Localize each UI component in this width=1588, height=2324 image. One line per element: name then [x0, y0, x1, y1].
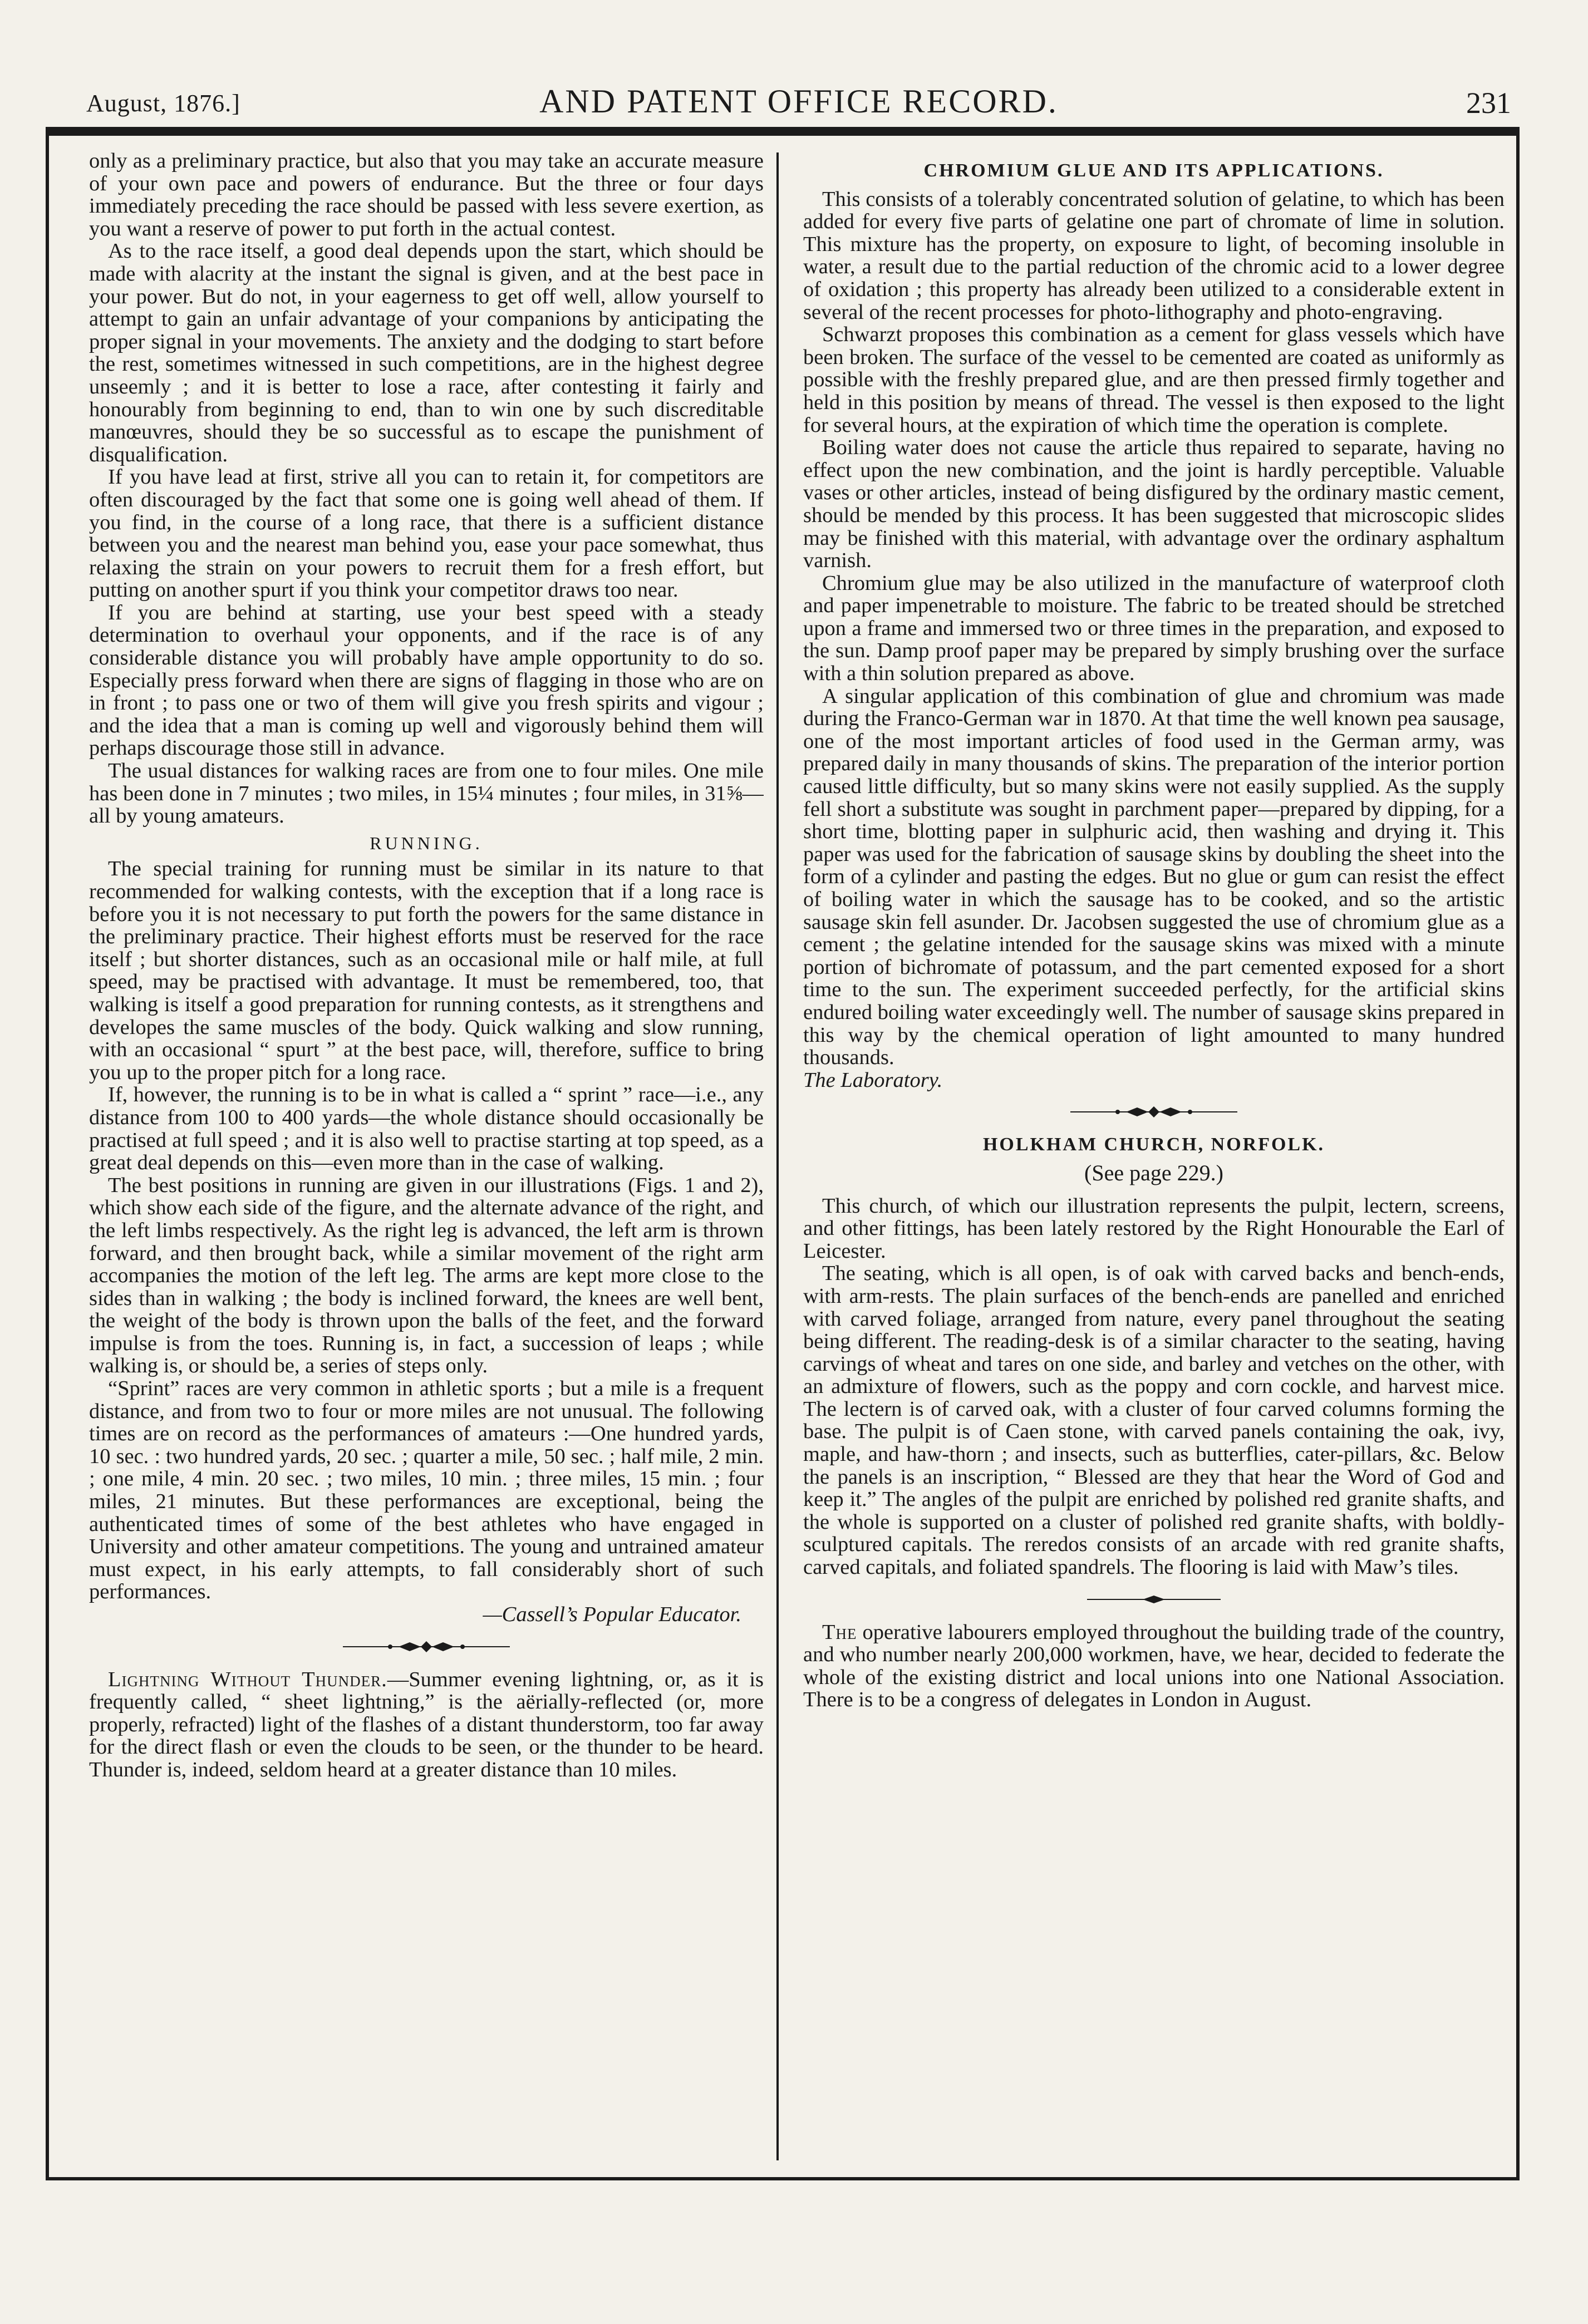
paragraph: If you are behind at starting, use your best speed with a steady determination to overhaul your opponents, and if the race is of any considerable distance you will probably have ample opportunity to do so. Especially press forward when there are signs of flagging in those who are on in front ; to pass one or two of them will give you fresh spirits and vigour ; and the idea that a man is coming up well and vigorously behind them will perhaps discourage those still in advance. — [89, 600, 764, 760]
page-header — [86, 78, 1511, 128]
paragraph: only as a preliminary practice, but also that you may take an accurate measure of your own pace and powers of endurance. But the three or four days immediately preceding the race should be passed with less severe exertion, as you want a reserve of power to put forth in the actual contest. — [89, 150, 764, 240]
labour-text: operative labourers employed throughout the building trade of the country, and who number nearly 200,000 workmen, have, we hear, decided to federate the whole of the existing district and local unions into one National Association. There is to be a congress of delegates in London in August. — [803, 1620, 1505, 1712]
source-credit: —Cassell’s Popular Educator. — [483, 1603, 741, 1626]
lightning-text: —Summer evening lightning, or, as it is frequently called, “ sheet lightning,” is the aërially-reflected (or, more properly, refracted) light of the flashes of a distant thunderstorm, too far away for the direct flash or even the clouds to be seen, or the thunder to be heard. Thunder is, indeed, seldom heard at a greater distance than 10 miles. — [89, 1667, 764, 1781]
paragraph: A singular application of this combination of glue and chromium was made during the Franco-German war in 1870. At that time the well known pea sausage, one of the most important articles of food used in the German army, was prepared daily in many thousands of skins. The preparation of the interior portion caused little difficulty, but so many skins were not easily supplied. As the supply fell short a substitute was sought in parchment paper—prepared by dipping, for a short time, blotting paper in sulphuric acid, then washing and drying it. This paper was used for the fabrication of sausage skins by doubling the sheet into the form of a cylinder and pasting the edges. But no glue or gum can resist the effect of boiling water in which the sausage has to be cooked, and so the artistic sausage skin fell asunder. Dr. Jacobsen suggested the use of chromium glue as a cement ; the gelatine intended for the sausage skins was mixed with a minute portion of bichromate of potassum, and the part cemented exposed for a short time to the sun. The experiment succeeded perfectly, for the artificial skins endured boiling water exceedingly well. The number of sausage skins prepared in this way by the chemical operation of light amounted to many hundred thousands. — [803, 684, 1505, 1070]
top-rule — [49, 130, 1516, 136]
paragraph: “Sprint” races are very common in athletic sports ; but a mile is a frequent distance, and from two to four or more miles are not unusual. The following times are on record as the performances of amateurs :—One hundred yards, 10 sec. : two hundred yards, 20 sec. ; quarter a mile, 50 sec. ; half mile, 2 min. ; one mile, 4 min. 20 sec. ; two miles, 10 min. ; three miles, 15 min. ; four miles, 21 minutes. But these performances are exceptional, being the authenticated times of some of the best athletes who have engaged in University and other amateur competitions. The young and untrained amateur must expect, in his early attempts, to fall considerably short of such performances. — [89, 1377, 764, 1604]
lightning-paragraph — [89, 1668, 764, 1781]
left-column — [89, 150, 764, 2170]
holkham-heading: HOLKHAM CHURCH, NORFOLK. — [982, 1134, 1325, 1155]
paragraph: Chromium glue may be also utilized in the manufacture of waterproof cloth and paper impenetrable to moisture. The fabric to be treated should be stretched upon a frame and immersed two or three times in the preparation, and exposed to the sun. Damp proof paper may be prepared by simply brushing over the surface with a thin solution prepared as above. — [803, 571, 1505, 686]
paragraph: If, however, the running is to be in what is called a “ sprint ” race—i.e., any distance from 100 to 400 yards—the whole distance should occasionally be practised at full speed ; and it is also well to practise starting at top speed, as a great deal depends on this—even more than in the case of walking. — [89, 1083, 764, 1175]
labour-lead: The — [822, 1620, 857, 1644]
paragraph: The seating, which is all open, is of oak with carved backs and bench-ends, with arm-rests. The plain surfaces of the bench-ends are panelled and enriched with carved foliage, arranged from nature, every panel throughout the seating being different. The reading-desk is of a similar character to the seating, having carvings of wheat and tares on one side, and barley and vetches on the other, with an admixture of flowers, such as the poppy and corn cockle, and harvest mice. The lectern is of carved oak, with a cluster of four carved columns forming the base. The pulpit is of Caen stone, with carved panels containing the oak, ivy, maple, and haw-thorn ; and insects, such as butterflies, cater-pillars, &c. Below the panels is an inscription, “ Blessed are they that hear the Word of God and keep it.” The angles of the pulpit are enriched by polished red granite shafts, and the whole is supported on a cluster of polished red granite shafts, with boldly-sculptured capitals. The reredos consists of an arcade with red granite shafts, carved capitals, and foliated spandrels. The flooring is laid with Maw’s tiles. — [803, 1262, 1505, 1579]
paragraph: This consists of a tolerably concentrated solution of gelatine, to which has been added for every five parts of gelatine one part of chromate of lime in solution. This mixture has the property, on exposure to light, of becoming insoluble in water, a result due to the partial reduction of the chromic acid to a lower degree of oxidation ; this property has already been utilized to a considerable extent in several of the recent processes for photo-lithography and photo-engraving. — [803, 187, 1505, 324]
chromium-heading: CHROMIUM GLUE AND ITS APPLICATIONS. — [923, 160, 1384, 181]
right-column — [803, 150, 1505, 2170]
column-rule — [776, 152, 779, 2160]
running-heading: RUNNING. — [370, 833, 483, 853]
small-divider — [1065, 1591, 1243, 1608]
paragraph: If you have lead at first, strive all you can to retain it, for competitors are often discouraged by the fact that some one is going well ahead of them. If you find, in the course of a long race, that there is a sufficient distance between you and the nearest man behind you, ease your pace somewhat, thus relaxing the strain on your powers to recruit them for a fresh effort, but putting on another spurt if you think your competitor draws too near. — [89, 465, 764, 602]
lightning-lead: Lightning Without Thunder. — [108, 1667, 387, 1691]
paragraph: The usual distances for walking races are from one to four miles. One mile has been done in 7 minutes ; two miles, in 15¼ minutes ; four miles, in 31⅝—all by young amateurs. — [89, 759, 764, 828]
paragraph: This church, of which our illustration represents the pulpit, lectern, screens, and other fittings, has been lately restored by the Right Honourable the Earl of Leicester. — [803, 1194, 1505, 1263]
page-frame — [46, 127, 1520, 2180]
ornamental-divider — [1065, 1104, 1243, 1120]
paragraph: Boiling water does not cause the article thus repaired to separate, having no effect upon the new combination, and the joint is hardly perceptible. Valuable vases or other articles, instead of being disfigured by the ordinary mastic cement, should be mended by this process. It has been suggested that microscopic slides may be finished with this material, with advantage over the ordinary asphaltum varnish. — [803, 436, 1505, 573]
page-number: 231 — [1466, 86, 1511, 120]
paragraph: Schwarzt proposes this combination as a cement for glass vessels which have been broken. The surface of the vessel to be cemented are coated as uniformly as possible with the freshly prepared glue, and are then pressed firmly together and held in this position by means of thread. The vessel is then exposed to the light for several hours, at the expiration of which time the operation is complete. — [803, 323, 1505, 437]
paragraph: The best positions in running are given in our illustrations (Figs. 1 and 2), which show each side of the figure, and the alternate advance of the right, and the left limbs respectively. As the right leg is advanced, the left arm is thrown forward, and then brought back, while a similar movement of the right arm accompanies the motion of the left leg. The arms are kept more close to the sides than in walking ; the body is inclined forward, the knees are well bent, the weight of the body is thrown upon the balls of the feet, and the forward impulse is from the toes. Running is, in fact, a succession of leaps ; while walking is, or should be, a series of steps only. — [89, 1173, 764, 1378]
labour-paragraph — [803, 1621, 1505, 1711]
issue-date: August, 1876.] — [86, 90, 240, 117]
journal-title: AND PATENT OFFICE RECORD. — [539, 83, 1058, 120]
paragraph: As to the race itself, a good deal depends upon the start, which should be made with alacrity at the instant the signal is given, and at the best pace in your power. But do not, in your eagerness to get off well, allow yourself to attempt to gain an unfair advantage of your companions by anticipating the proper signal in your movements. The anxiety and the dodging to start before the rest, sometimes witnessed in such competitions, are in the highest degree unseemly ; and it is better to lose a race, after contesting it fairly and honourably from beginning to end, than to win one by such discreditable manœuvres, should they be so successful as to escape the punishment of disqualification. — [89, 239, 764, 466]
chromium-credit: The Laboratory. — [803, 1068, 943, 1092]
paragraph: The special training for running must be similar in its nature to that recommended for walking contests, with the exception that if a long race is before you it is not necessary to put forth the powers for the same distance in the preliminary practice. Their highest efforts must be reserved for the race itself ; but shorter distances, such as an occasional mile or half mile, at full speed, may be practised with advantage. It must be remembered, too, that walking is itself a good preparation for running contests, as it strengthens and developes the same muscles of the body. Quick walking and slow running, with an occasional “ spurt ” at the best pace, will, therefore, suffice to bring you up to the proper pitch for a long race. — [89, 857, 764, 1084]
holkham-subtitle: (See page 229.) — [1084, 1160, 1223, 1185]
ornamental-divider — [337, 1638, 515, 1655]
